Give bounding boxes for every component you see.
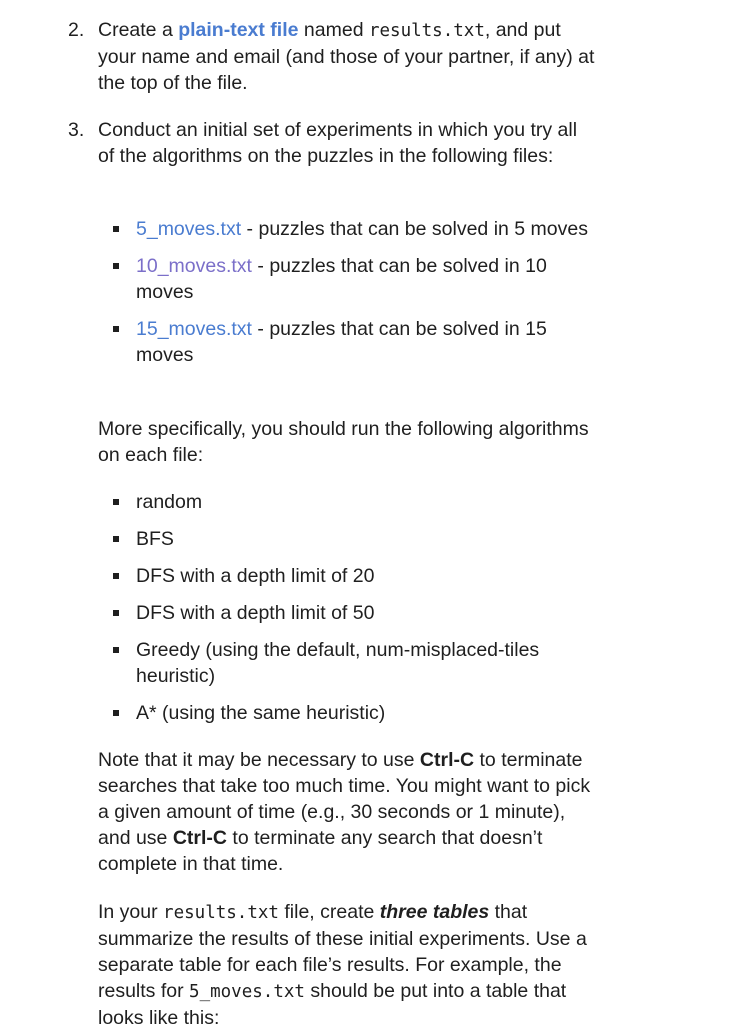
three-tables-emphasis: three tables [379,901,490,923]
list-item: DFS with a depth limit of 50 [98,600,598,626]
ctrl-c-key: Ctrl-C [419,749,475,771]
results-filename: results.txt [368,21,485,41]
square-bullet-icon [113,536,119,542]
tables-paragraph: In your results.txt file, create three tables that summarize the results of these initial experiments. Use a separate table for each file’s results. For example, the results for 5_moves.txt should be put into a table that looks like this: [98,901,587,1029]
list-item: DFS with a depth limit of 20 [98,563,598,589]
square-bullet-icon [113,573,119,579]
square-bullet-icon [113,226,119,232]
step-3 [68,117,708,169]
step-3-number: 3. [68,119,85,141]
ctrl-c-key: Ctrl-C [172,827,227,849]
file-link-10-moves[interactable]: 10_moves.txt [136,255,252,277]
step-3-intro: Conduct an initial set of experiments in which you try all of the algorithms on the puzzles in the following files: [98,119,578,167]
list-item: 5_moves.txt - puzzles that can be solved in 5 moves [98,216,598,242]
puzzle-file-list [98,216,598,368]
step-2 [68,17,708,96]
list-item: 10_moves.txt - puzzles that can be solved in 10 moves [98,253,598,305]
plain-text-file-link[interactable]: plain-text file [178,19,299,41]
square-bullet-icon [113,647,119,653]
square-bullet-icon [113,263,119,269]
square-bullet-icon [113,499,119,505]
note-paragraph: Note that it may be necessary to use Ctrl-C to terminate searches that take too much time. You might want to pick a given amount of time (e.g., 30 seconds or 1 minute), and use Ctrl-C to terminate any search that doesn’t complete in that time. [98,749,591,875]
step-2-number: 2. [68,19,85,41]
list-item: BFS [98,526,598,552]
specific-paragraph: More specifically, you should run the following algorithms on each file: [98,418,589,466]
list-item: random [98,489,598,515]
square-bullet-icon [113,710,119,716]
results-filename: results.txt [163,903,279,923]
file-link-5-moves[interactable]: 5_moves.txt [136,218,242,240]
list-item: Greedy (using the default, num-misplaced-tiles heuristic) [98,637,598,689]
square-bullet-icon [113,610,119,616]
list-item: 15_moves.txt - puzzles that can be solved in 15 moves [98,316,598,368]
list-item: A* (using the same heuristic) [98,700,598,726]
algorithm-list [98,489,598,726]
five-moves-filename: 5_moves.txt [189,982,305,1002]
file-link-15-moves[interactable]: 15_moves.txt [136,318,252,340]
square-bullet-icon [113,326,119,332]
step-2-text: Create a plain-text file named results.txt, and put your name and email (and those of your partner, if any) at the top of the file. [98,19,595,94]
